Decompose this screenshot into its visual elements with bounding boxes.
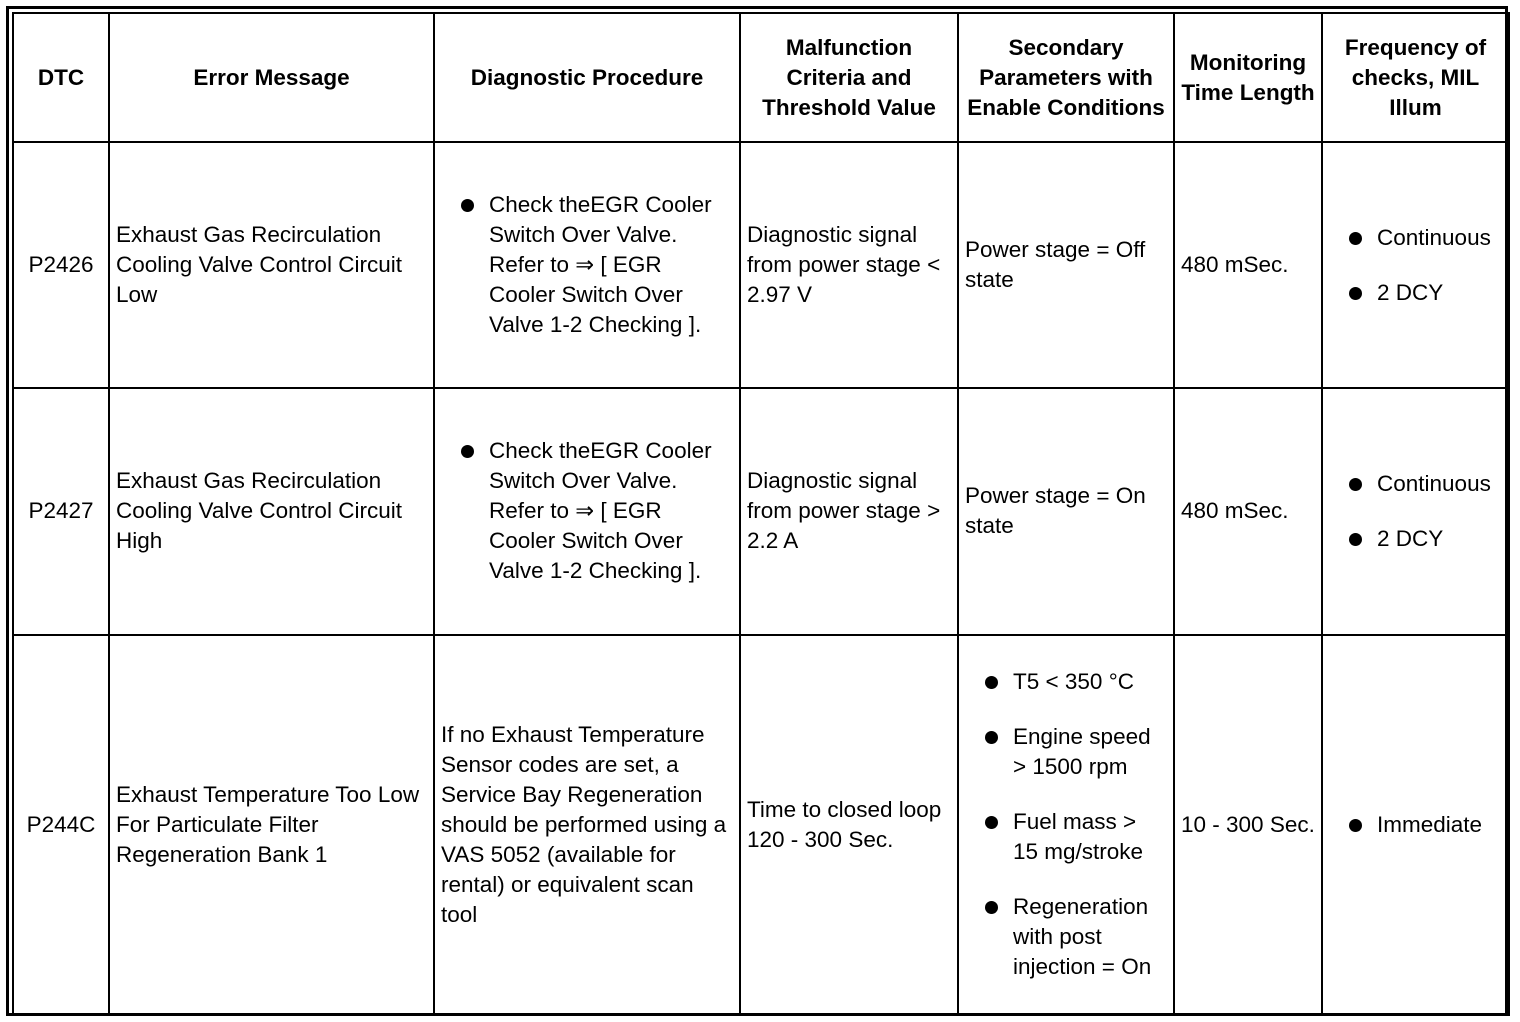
secondary-parameters <box>958 635 1174 1015</box>
table-row <box>13 388 1509 634</box>
header-monitoring-time: Monitoring Time Length <box>1174 13 1322 142</box>
monitoring-time: 10 - 300 Sec. <box>1174 635 1322 1015</box>
secondary-parameters: Power stage = Off state <box>958 142 1174 388</box>
secondary-item: Regeneration with post injection = On <box>965 892 1167 982</box>
dtc-code: P2427 <box>13 388 109 634</box>
frequency-item: 2 DCY <box>1329 278 1502 308</box>
monitoring-time: 480 mSec. <box>1174 388 1322 634</box>
header-error-message: Error Message <box>109 13 434 142</box>
procedure-item: Check theEGR Cooler Switch Over Valve. Refer to ⇒ [ EGR Cooler Switch Over Valve 1-2 Checking ]. <box>441 436 733 586</box>
frequency-item: Continuous <box>1329 469 1502 499</box>
monitoring-time: 480 mSec. <box>1174 142 1322 388</box>
secondary-parameters: Power stage = On state <box>958 388 1174 634</box>
header-malfunction-criteria: Malfunction Criteria and Threshold Value <box>740 13 958 142</box>
diagnostic-procedure: If no Exhaust Temperature Sensor codes are set, a Service Bay Regeneration should be performed using a VAS 5052 (available for rental) or equivalent scan tool <box>434 635 740 1015</box>
malfunction-criteria: Diagnostic signal from power stage > 2.2 A <box>740 388 958 634</box>
secondary-item: T5 < 350 °C <box>965 667 1167 697</box>
dtc-code: P2426 <box>13 142 109 388</box>
header-frequency: Frequency of checks, MIL Illum <box>1322 13 1509 142</box>
diagnostic-procedure <box>434 142 740 388</box>
frequency-item: Continuous <box>1329 223 1502 253</box>
error-message: Exhaust Gas Recirculation Cooling Valve Control Circuit High <box>109 388 434 634</box>
table-row <box>13 635 1509 1015</box>
header-diagnostic-procedure: Diagnostic Procedure <box>434 13 740 142</box>
header-row <box>13 13 1509 142</box>
frequency-item: Immediate <box>1329 810 1502 840</box>
secondary-item: Fuel mass > 15 mg/stroke <box>965 807 1167 867</box>
header-secondary-parameters: Secondary Parameters with Enable Conditions <box>958 13 1174 142</box>
dtc-table-frame <box>6 6 1508 1016</box>
frequency <box>1322 388 1509 634</box>
table-row <box>13 142 1509 388</box>
diagnostic-procedure <box>434 388 740 634</box>
frequency <box>1322 142 1509 388</box>
dtc-code: P244C <box>13 635 109 1015</box>
error-message: Exhaust Gas Recirculation Cooling Valve Control Circuit Low <box>109 142 434 388</box>
frequency <box>1322 635 1509 1015</box>
error-message: Exhaust Temperature Too Low For Particulate Filter Regeneration Bank 1 <box>109 635 434 1015</box>
malfunction-criteria: Diagnostic signal from power stage < 2.97 V <box>740 142 958 388</box>
dtc-table <box>12 12 1510 1016</box>
secondary-item: Engine speed > 1500 rpm <box>965 722 1167 782</box>
header-dtc: DTC <box>13 13 109 142</box>
frequency-item: 2 DCY <box>1329 524 1502 554</box>
procedure-item: Check theEGR Cooler Switch Over Valve. Refer to ⇒ [ EGR Cooler Switch Over Valve 1-2 Checking ]. <box>441 190 733 340</box>
malfunction-criteria: Time to closed loop 120 - 300 Sec. <box>740 635 958 1015</box>
